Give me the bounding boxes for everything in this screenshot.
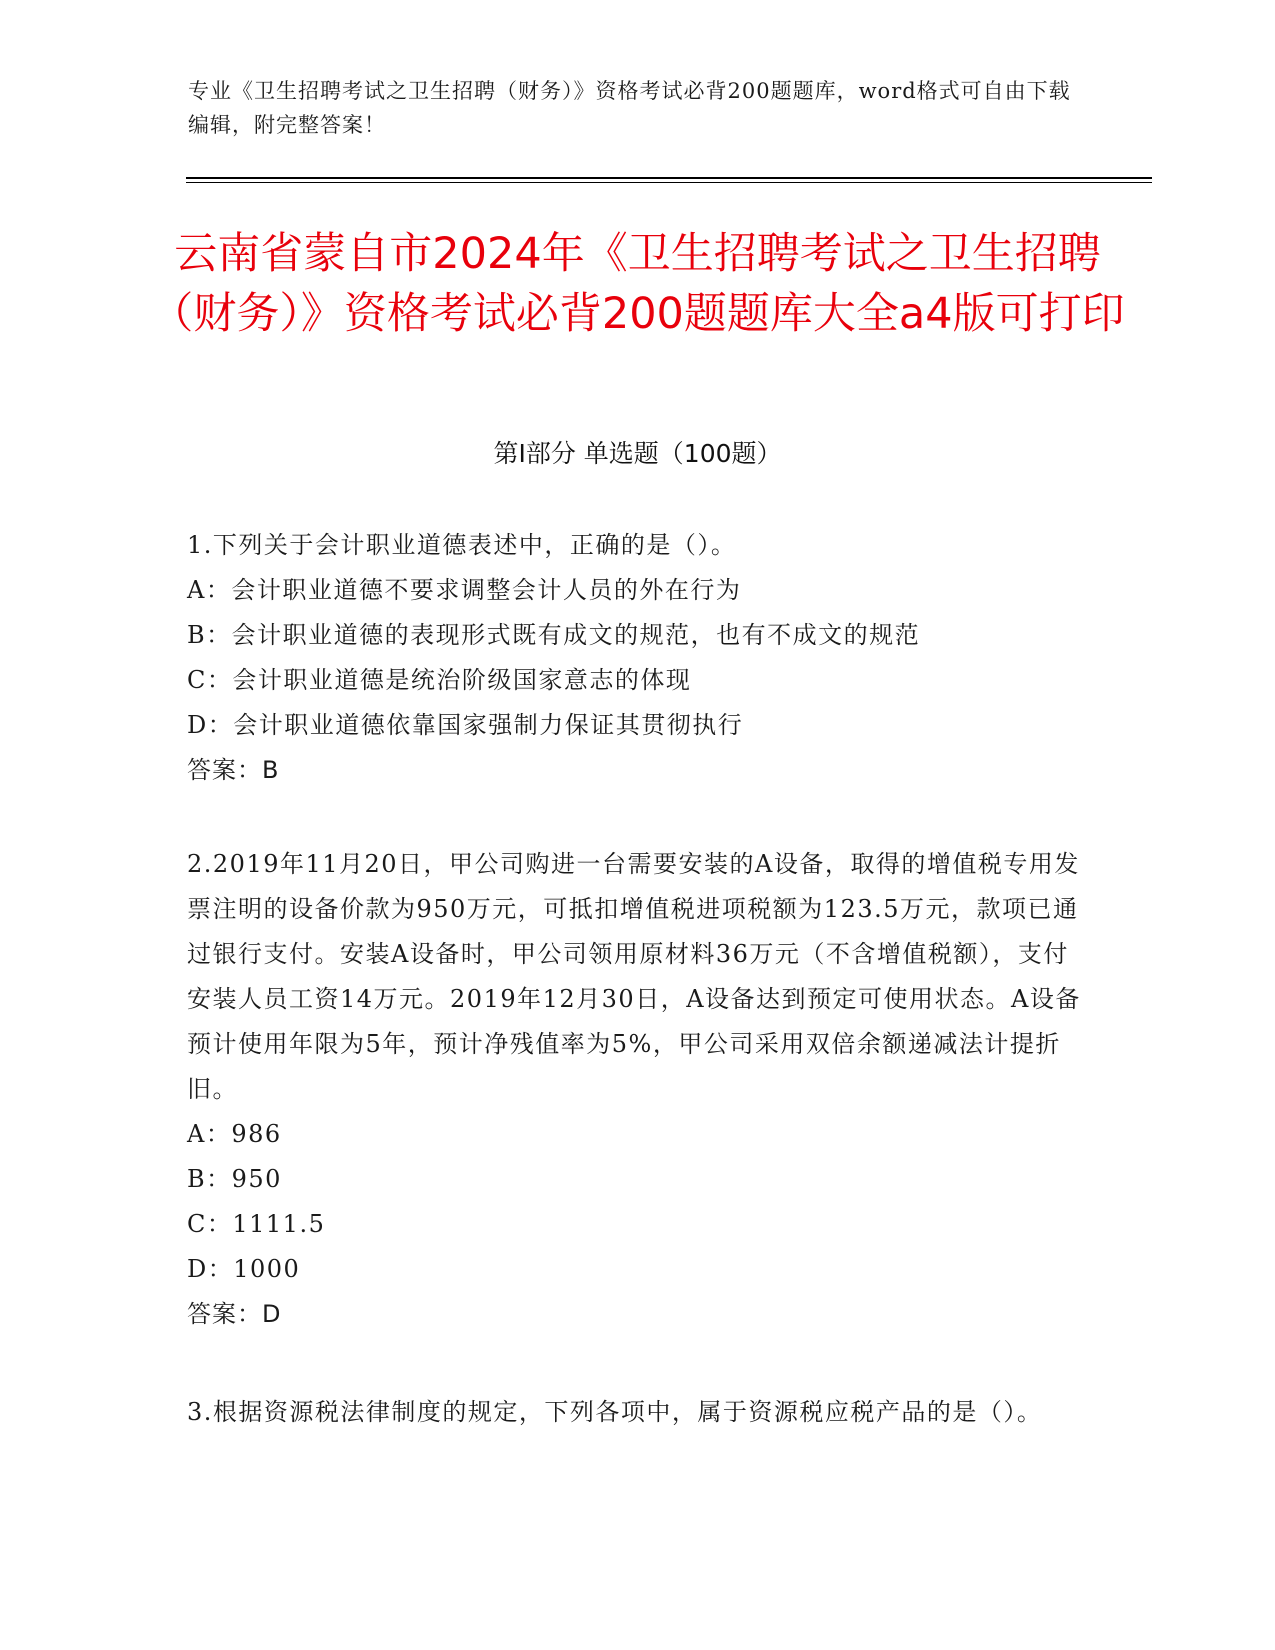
- option-a: A：986: [187, 1120, 282, 1148]
- question-stem: 2.2019年11月20日，甲公司购进一台需要安装的A设备，取得的增值税专用发票注明的设备价款为950万元，可抵扣增值税进项税额为123.5万元，款项已通过银行支付。安装A设备时，甲公司领用原材料36万元（不含增值税额），支付安装人员工资14万元。2019年12月30日，A设备达到预定可使用状态。A设备预计使用年限为5年，预计净残值率为5%，甲公司采用双倍余额递减法计提折旧。: [187, 850, 1081, 1103]
- option-b: B：950: [187, 1165, 282, 1193]
- option-d: D：会计职业道德依靠国家强制力保证其贯彻执行: [187, 711, 744, 739]
- section-heading: 第I部分 单选题（100题）: [493, 439, 782, 468]
- option-c: C：会计职业道德是统治阶级国家意志的体现: [187, 666, 692, 694]
- option-a: A：会计职业道德不要求调整会计人员的外在行为: [187, 576, 742, 604]
- option-b: B：会计职业道德的表现形式既有成文的规范，也有不成文的规范: [187, 621, 921, 649]
- question-stem: 3.根据资源税法律制度的规定，下列各项中，属于资源税应税产品的是（）。: [187, 1398, 1043, 1426]
- document-title: 云南省蒙自市2024年《卫生招聘考试之卫生招聘（财务）》资格考试必背200题题库大全a4版可打印: [150, 229, 1125, 339]
- header-note: 专业《卫生招聘考试之卫生招聘（财务）》资格考试必背200题题库，word格式可自由下载编辑，附完整答案！: [188, 79, 1071, 137]
- answer: 答案：D: [187, 1300, 282, 1328]
- answer: 答案：B: [187, 756, 280, 784]
- question-3: [187, 1390, 1082, 1435]
- question-1: [187, 523, 1082, 793]
- header-rule-thin: [186, 182, 1152, 183]
- option-c: C：1111.5: [187, 1210, 326, 1238]
- question-stem: 1.下列关于会计职业道德表述中，正确的是（）。: [187, 531, 737, 559]
- header-rule-thick: [186, 177, 1152, 179]
- option-d: D：1000: [187, 1255, 301, 1283]
- question-2: [187, 842, 1082, 1337]
